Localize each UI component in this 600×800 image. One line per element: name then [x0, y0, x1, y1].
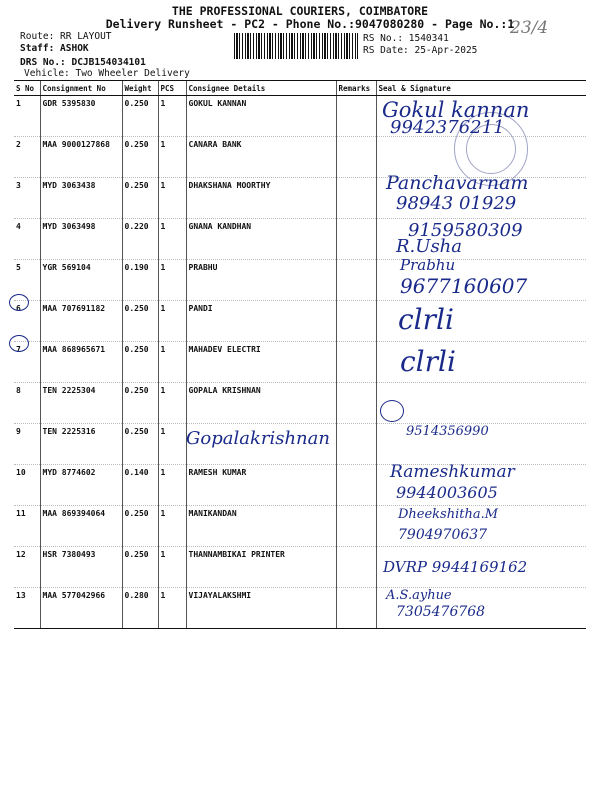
cell-sno: 12 [14, 547, 40, 588]
cell-consignee: MANIKANDAN [186, 506, 336, 547]
cell-consignment: GDR 5395830 [40, 96, 122, 137]
cell-consignee: GOPALA KRISHNAN [186, 383, 336, 424]
staff-label: Staff: ASHOK [20, 43, 89, 54]
signature-13-name: A.S.ayhue [386, 588, 452, 603]
barcode-image [234, 33, 358, 59]
signature-9-phone: 9514356990 [406, 424, 489, 439]
drs-number: DRS No.: DCJB154034101 [20, 57, 146, 68]
cell-weight: 0.250 [122, 137, 158, 178]
cell-pcs: 1 [158, 219, 186, 260]
cell-sno: 9 [14, 424, 40, 465]
signature-11-phone: 7904970637 [398, 527, 488, 543]
cell-sno: 1 [14, 96, 40, 137]
circle-mark-6 [9, 294, 29, 311]
cell-remarks [336, 96, 376, 137]
cell-pcs: 1 [158, 260, 186, 301]
cell-weight: 0.250 [122, 96, 158, 137]
cell-sno: 8 [14, 383, 40, 424]
vehicle-label: Vehicle: Two Wheeler Delivery [24, 68, 190, 79]
cell-sno: 2 [14, 137, 40, 178]
cell-pcs: 1 [158, 137, 186, 178]
cell-pcs: 1 [158, 178, 186, 219]
col-consignee: Consignee Details [186, 81, 336, 96]
signature-11-name: Dheekshitha.M [398, 507, 499, 522]
cell-consignment: MAA 869394064 [40, 506, 122, 547]
cell-sno: 10 [14, 465, 40, 506]
cell-consignment: YGR 569104 [40, 260, 122, 301]
cell-sno: 4 [14, 219, 40, 260]
corner-note: 23/4 [510, 18, 549, 38]
signature-10-name: Rameshkumar [390, 462, 515, 482]
cell-sno: 11 [14, 506, 40, 547]
signature-6: clrli [398, 303, 454, 336]
cell-consignee: VIJAYALAKSHMI [186, 588, 336, 629]
table-row [14, 342, 586, 383]
rs-number: RS No.: 1540341 [363, 33, 449, 44]
col-remarks: Remarks [336, 81, 376, 96]
table-row [14, 301, 586, 342]
signature-13-phone: 7305476768 [396, 604, 486, 620]
runsheet-title: Delivery Runsheet - PC2 - Phone No.:9047080280 - Page No.:1 [105, 17, 515, 31]
cell-pcs: 1 [158, 506, 186, 547]
cell-pcs: 1 [158, 301, 186, 342]
company-title: THE PROFESSIONAL COURIERS, COIMBATORE [171, 4, 429, 18]
col-sno: S No [14, 81, 40, 96]
cell-consignee: MAHADEV ELECTRI [186, 342, 336, 383]
signature-1-phone: 9942376211 [390, 117, 505, 138]
cell-consignment: MAA 707691182 [40, 301, 122, 342]
cell-sno: 13 [14, 588, 40, 629]
circle-mark-9 [380, 400, 404, 422]
cell-weight: 0.220 [122, 219, 158, 260]
cell-weight: 0.250 [122, 342, 158, 383]
cell-remarks [336, 588, 376, 629]
cell-consignment: HSR 7380493 [40, 547, 122, 588]
rs-date: RS Date: 25-Apr-2025 [363, 45, 478, 56]
cell-sno: 5 [14, 260, 40, 301]
signature-5-phone: 9677160607 [400, 274, 528, 298]
signature-4-name: R.Usha [396, 236, 463, 257]
cell-consignee: PANDI [186, 301, 336, 342]
cell-pcs: 1 [158, 424, 186, 465]
cell-consignment: MAA 577042966 [40, 588, 122, 629]
cell-consignment: TEN 2225316 [40, 424, 122, 465]
signature-4-phone: 9159580309 [408, 220, 523, 241]
signature-9-name: Gopalakrishnan [186, 428, 330, 449]
cell-weight: 0.140 [122, 465, 158, 506]
signature-5-name: Prabhu [400, 256, 456, 274]
col-consignment: Consignment No [40, 81, 122, 96]
cell-consignee: GOKUL KANNAN [186, 96, 336, 137]
cell-consignment: MAA 9000127868 [40, 137, 122, 178]
cell-remarks [336, 260, 376, 301]
cell-consignment: MYD 3063438 [40, 178, 122, 219]
signature-7: clrli [400, 345, 456, 378]
cell-remarks [336, 342, 376, 383]
cell-remarks [336, 219, 376, 260]
cell-pcs: 1 [158, 342, 186, 383]
cell-sno: 3 [14, 178, 40, 219]
cell-consignee: GNANA KANDHAN [186, 219, 336, 260]
cell-consignee: CANARA BANK [186, 137, 336, 178]
cell-sno: 7 [14, 342, 40, 383]
cell-sno: 6 [14, 301, 40, 342]
cell-weight: 0.250 [122, 547, 158, 588]
cell-weight: 0.250 [122, 301, 158, 342]
circle-mark-7 [9, 335, 29, 352]
cell-weight: 0.190 [122, 260, 158, 301]
col-pcs: PCS [158, 81, 186, 96]
col-seal: Seal & Signature [376, 81, 586, 96]
cell-remarks [336, 137, 376, 178]
signature-12: DVRP 9944169162 [383, 558, 528, 576]
cell-consignment: TEN 2225304 [40, 383, 122, 424]
table-row [14, 506, 586, 547]
cell-consignee: PRABHU [186, 260, 336, 301]
cell-pcs: 1 [158, 383, 186, 424]
cell-consignment: MYD 8774602 [40, 465, 122, 506]
cell-remarks [336, 383, 376, 424]
cell-weight: 0.250 [122, 506, 158, 547]
cell-remarks [336, 301, 376, 342]
col-weight: Weight [122, 81, 158, 96]
cell-pcs: 1 [158, 547, 186, 588]
cell-remarks [336, 547, 376, 588]
table-header [14, 81, 586, 96]
cell-remarks [336, 424, 376, 465]
cell-remarks [336, 506, 376, 547]
signature-3-name: Panchavarnam [386, 172, 529, 194]
signature-1-name: Gokul kannan [382, 98, 530, 122]
cell-weight: 0.250 [122, 178, 158, 219]
cell-remarks [336, 465, 376, 506]
signature-3-phone: 98943 01929 [396, 193, 517, 214]
route-label: Route: RR LAYOUT [20, 31, 112, 42]
cell-consignee: DHAKSHANA MOORTHY [186, 178, 336, 219]
table-row [14, 383, 586, 424]
cell-weight: 0.280 [122, 588, 158, 629]
cell-remarks [336, 178, 376, 219]
table-row [14, 588, 586, 629]
cell-pcs: 1 [158, 96, 186, 137]
cell-consignee: RAMESH KUMAR [186, 465, 336, 506]
cell-consignment: MYD 3063498 [40, 219, 122, 260]
signature-10-phone: 9944003605 [396, 483, 498, 502]
cell-seal [376, 383, 586, 424]
cell-weight: 0.250 [122, 383, 158, 424]
cell-consignee: THANNAMBIKAI PRINTER [186, 547, 336, 588]
cell-consignment: MAA 868965671 [40, 342, 122, 383]
cell-pcs: 1 [158, 588, 186, 629]
cell-pcs: 1 [158, 465, 186, 506]
cell-weight: 0.250 [122, 424, 158, 465]
